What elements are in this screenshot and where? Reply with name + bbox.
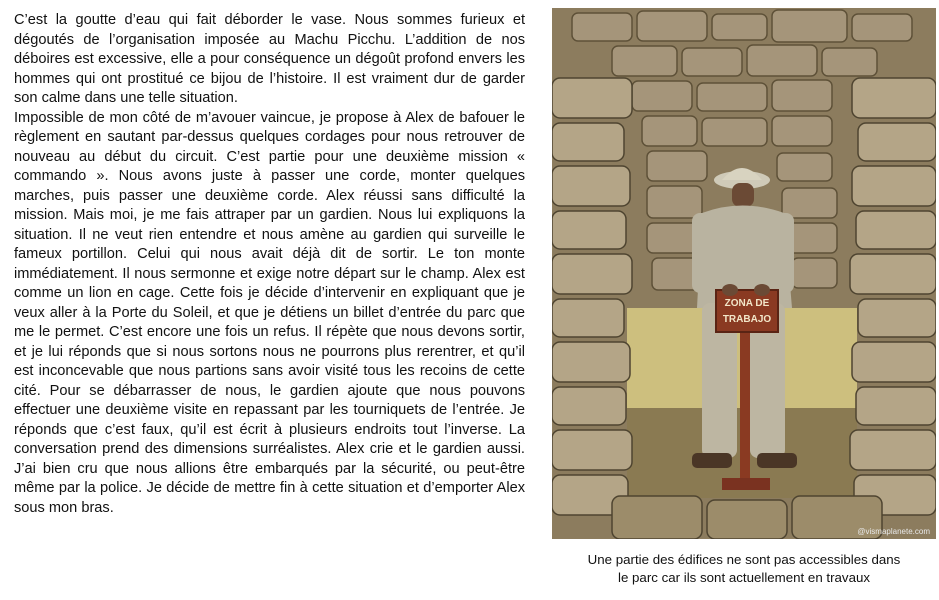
article-text <box>14 11 525 518</box>
photo-caption <box>552 551 936 586</box>
caption-line-1: Une partie des édifices ne sont pas accessibles dans <box>587 552 901 567</box>
photo-machu-picchu-guard <box>552 8 936 539</box>
photo-illustration <box>552 8 936 539</box>
paragraph-2: Impossible de mon côté de m’avouer vaincue, je propose à Alex de bafouer le règlement en sautant par-dessus quelques cordages pour nous retrouver de nouveau au début du circuit. C’est partie pour une deuxième mission « commando ». Nous avons juste à passer une corde, monter quelques marches, puis passer une deuxième corde. Alex réussi sans difficulté la mission. Mais moi, je me fais attraper par un gardien. Nous lui expliquons la situation. Il ne veut rien entendre et nous amène au gardien qui surveille le fameux portillon. Celui qui nous avait déjà dit de sortir. Le ton monte immédiatement. Il nous sermonne et exige notre départ sur le champ. Alex est comme un lion en cage. Cette fois je décide d’intervenir en expliquant que je veux aller à la Porte du Soleil, et que je détiens un billet d’entrée du parc que me le permet. C’est encore une fois un refus. Il répète que nous devons sortir, et je lui réponds que si nous sortons nous ne pourrons plus rerentrer, et qu’il est inconcevable que nous partions sans avoir visité tous les recoins de cette cité. Pour se débarrasser de nous, le gardien ajoute que nous pouvons effectuer une deuxième visite en repassant par les tourniquets de l’entrée. Je réponds que c’est faux, qu’il est écrit à plusieurs endroits tout l’inverse. La conversation prend des dimensions surréalistes. Alex crie et le gardien aussi. J’ai bien cru que nous allions être embarqués par la sécurité, ou peut-être même par la police. Je décide de mettre fin à cette situation et d’emporter Alex sous mon bras. <box>14 109 525 516</box>
sign-text-line1: ZONA DE <box>724 298 770 309</box>
photo-watermark: @vismaplanete.com <box>857 527 930 536</box>
paragraph-1: C’est la goutte d’eau qui fait déborder le vase. Nous sommes furieux et dégoutés de l’organisation imposée au Machu Picchu. L’addition de nos déboires est excessive, elle a pour conséquence un dégoût profond envers les hommes qui ont prostitué ce bijou de l’histoire. Il est vraiment dur de garder son calme dans une telle situation. <box>14 12 525 106</box>
caption-line-2: le parc car ils sont actuellement en travaux <box>617 569 871 585</box>
sign-text-line2: TRABAJO <box>722 314 772 325</box>
